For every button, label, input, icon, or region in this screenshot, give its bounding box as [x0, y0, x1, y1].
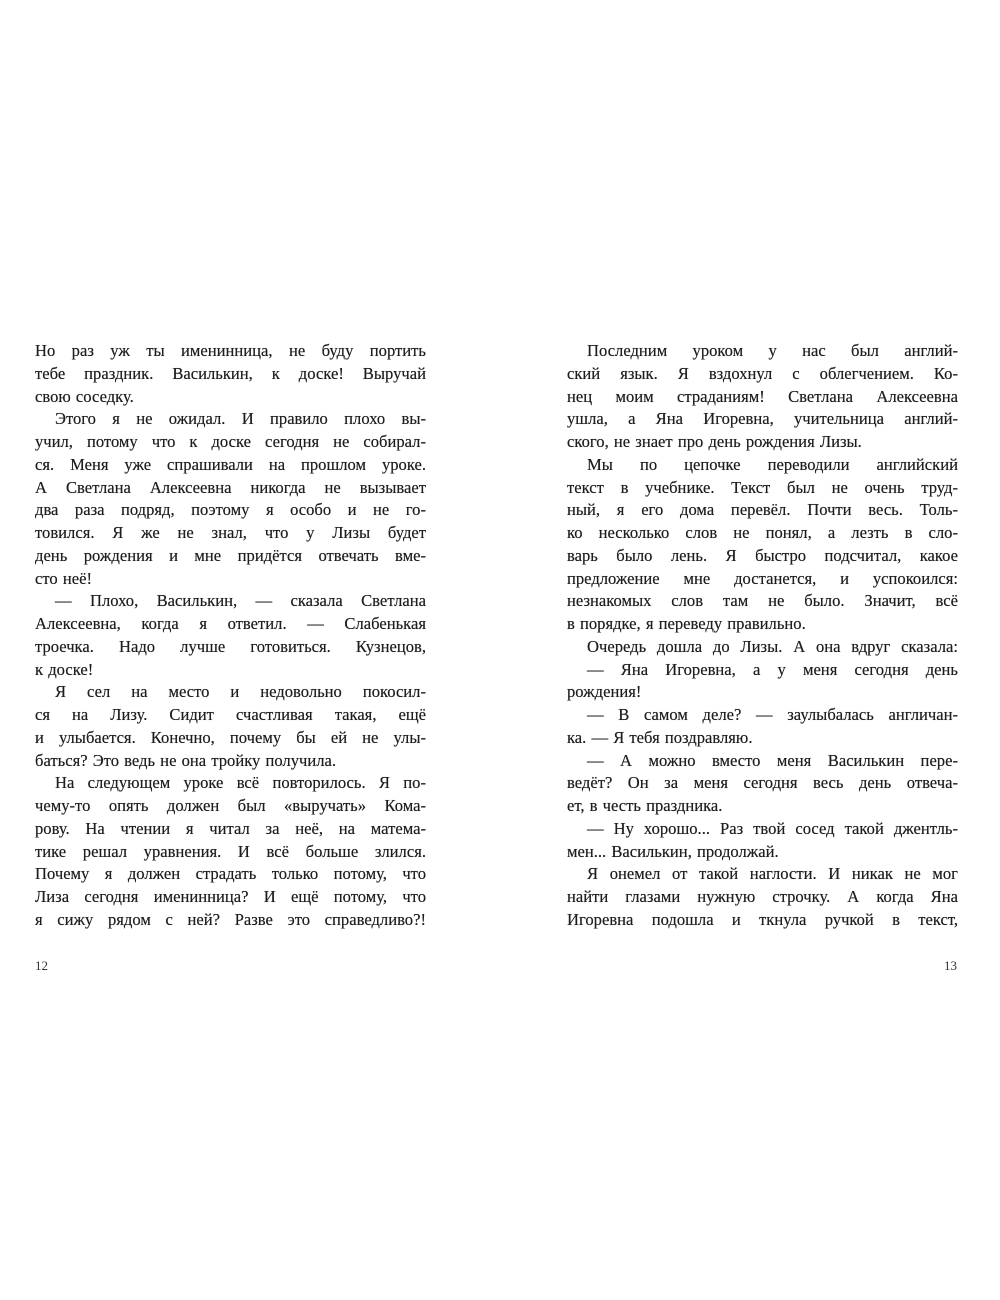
text-line: и улыбается. Конечно, почему бы ей не улы-: [35, 727, 426, 747]
text-line: Я онемел от такой наглости. И никак не мог: [587, 864, 958, 884]
page-number-right: 13: [944, 958, 957, 973]
text-line: чему-то опять должен был «выручать» Кома-: [35, 796, 426, 815]
text-line: текст в учебнике. Текст был не очень труд-: [567, 477, 958, 497]
text-line: Почему я должен страдать только потому, что: [35, 864, 426, 884]
left-page-text: [35, 340, 426, 932]
text-line: незнакомых слов там не было. Значит, всё: [567, 591, 958, 611]
text-line: А Светлана Алексеевна никогда не вызывает: [35, 477, 426, 497]
text-line: нец моим страданиям! Светлана Алексеевна: [567, 386, 958, 406]
text-line: ский язык. Я вздохнул с облегчением. Ко-: [567, 363, 958, 383]
text-line: учил, потому что к доске сегодня не собирал-: [35, 432, 426, 451]
text-line: тике решал уравнения. И всё больше злился.: [35, 841, 426, 861]
text-line: сто неё!: [35, 568, 92, 588]
text-line: ся на Лизу. Сидит счастливая такая, ещё: [35, 705, 426, 724]
text-line: Лиза сегодня именинница? И ещё потому, что: [35, 887, 426, 906]
text-line: ведёт? Он за меня сегодня весь день отвеча-: [567, 773, 958, 793]
text-line: На следующем уроке всё повторилось. Я по-: [55, 773, 426, 793]
text-line: тебе праздник. Василькин, к доске! Выручай: [35, 363, 426, 383]
text-line: ушла, а Яна Игоревна, учительница англий-: [567, 409, 958, 429]
text-line: товился. Я же не знал, что у Лизы будет: [35, 523, 426, 542]
text-line: варь было лень. Я быстро подсчитал, какое: [567, 545, 958, 565]
text-line: — Яна Игоревна, а у меня сегодня день: [587, 659, 958, 679]
text-line: Последним уроком у нас был англий-: [587, 341, 958, 360]
text-line: Этого я не ожидал. И правило плохо вы-: [55, 409, 426, 429]
text-line: я сижу рядом с ней? Разве это справедливо?!: [35, 909, 426, 929]
text-line: Но раз уж ты именинница, не буду портить: [35, 341, 426, 360]
text-line: ко несколько слов не понял, а лезть в сло-: [567, 523, 958, 542]
text-line: — А можно вместо меня Василькин пере-: [587, 750, 958, 770]
text-line: в порядке, я переведу правильно.: [567, 614, 806, 633]
text-line: троечка. Надо лучше готовиться. Кузнецов,: [35, 636, 426, 656]
text-line: Очередь дошла до Лизы. А она вдруг сказала:: [587, 636, 958, 656]
text-line: Алексеевна, когда я ответил. — Слабенькая: [35, 614, 426, 633]
text-line: мен... Василькин, продолжай.: [567, 841, 779, 861]
text-line: ет, в честь праздника.: [567, 796, 723, 815]
text-line: к доске!: [35, 659, 94, 679]
text-line: день рождения и мне придётся отвечать вме-: [35, 545, 426, 565]
text-line: ный, я его дома перевёл. Почти весь. Толь-: [567, 500, 958, 520]
right-page-text: [567, 340, 958, 932]
text-line: рождения!: [567, 682, 642, 702]
text-line: баться? Это ведь не она тройку получила.: [35, 750, 337, 770]
text-line: Мы по цепочке переводили английский: [587, 454, 958, 474]
text-line: Я сел на место и недовольно покосил-: [55, 682, 426, 702]
text-line: — Ну хорошо... Раз твой сосед такой джентль-: [587, 818, 958, 838]
text-line: — В самом деле? — заулыбалась англичан-: [587, 705, 958, 724]
text-line: найти глазами нужную строчку. А когда Яна: [567, 887, 958, 906]
text-line: ся. Меня уже спрашивали на прошлом уроке.: [35, 454, 426, 474]
text-line: предложение мне достанется, и успокоился:: [567, 568, 958, 588]
page-number-left: 12: [35, 958, 48, 973]
text-line: два раза подряд, поэтому я особо и не го-: [35, 500, 426, 520]
text-line: ка. — Я тебя поздравляю.: [567, 727, 753, 747]
text-line: — Плохо, Василькин, — сказала Светлана: [55, 591, 426, 611]
text-line: свою соседку.: [35, 386, 134, 406]
text-line: Игоревна подошла и ткнула ручкой в текст,: [567, 909, 958, 929]
text-line: рову. На чтении я читал за неё, на матема-: [35, 818, 426, 838]
text-line: ского, не знает про день рождения Лизы.: [567, 432, 862, 451]
